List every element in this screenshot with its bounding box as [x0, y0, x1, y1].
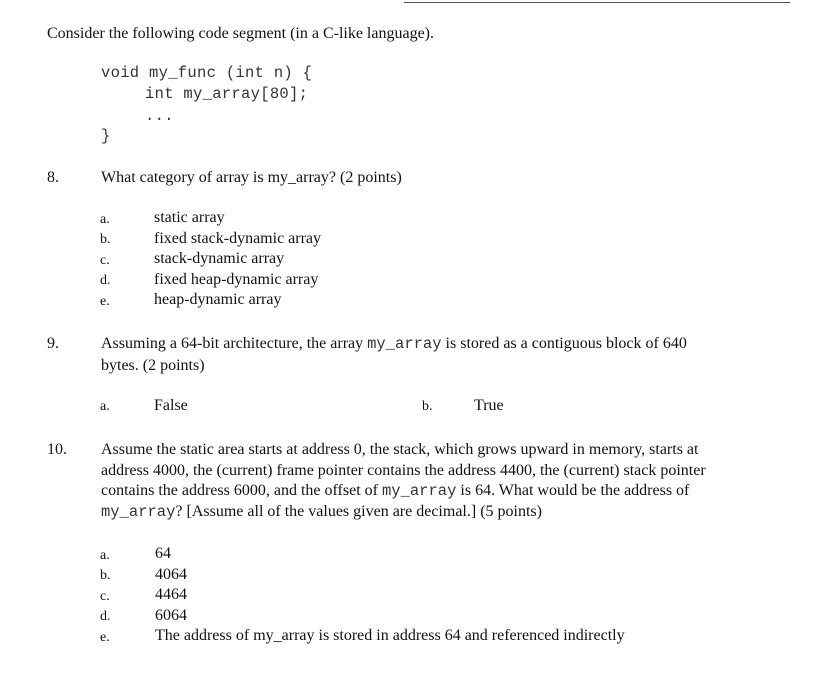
q8-option-c-text: stack-dynamic array [154, 250, 285, 267]
q10-line-4-after: ? [Assume all of the values given are decimal.] (5 points) [175, 503, 542, 520]
q10-option-a-text: 64 [155, 545, 171, 562]
code-line-2: int my_array[80]; [145, 85, 309, 103]
q10-number: 10. [47, 441, 67, 458]
q8-option-e-text: heap-dynamic array [154, 291, 282, 308]
q9-code-term: my_array [367, 335, 442, 353]
code-line-1: void my_func (int n) { [101, 64, 313, 82]
q9-line-1 [101, 333, 687, 355]
q10-option-d-letter: d. [100, 609, 111, 624]
q9-number: 9. [47, 335, 59, 352]
q8-option-b-text: fixed stack-dynamic array [154, 230, 322, 247]
q9-line-2: bytes. (2 points) [101, 357, 205, 374]
q10-option-a-letter: a. [100, 548, 110, 563]
q10-option-e-text: The address of my_array is stored in address 64 and referenced indirectly [155, 627, 625, 644]
q10-line-3-after: is 64. What would be the address of [456, 482, 690, 499]
q8-option-e-letter: e. [100, 294, 110, 309]
q10-option-d-text: 6064 [155, 607, 187, 624]
intro-text: Consider the following code segment (in a C-like language). [47, 25, 435, 42]
q10-line-3 [101, 480, 689, 502]
q9-option-b-text: True [474, 397, 504, 414]
q10-option-c-letter: c. [100, 589, 110, 604]
q9-option-a-text: False [154, 397, 188, 414]
q9-option-a-letter: a. [100, 399, 110, 414]
q10-line-2: address 4000, the (current) frame pointer contains the address 4400, the (current) stack pointer [101, 462, 706, 479]
code-line-3: ... [145, 107, 174, 125]
q10-option-b-letter: b. [100, 568, 111, 583]
q8-option-a-text: static array [154, 209, 225, 226]
q8-number: 8. [47, 169, 59, 186]
q8-option-a-letter: a. [100, 212, 110, 227]
q10-line-3-code: my_array [381, 482, 457, 500]
code-line-4: } [101, 127, 111, 145]
q8-text: What category of array is my_array? (2 points) [101, 169, 402, 186]
top-rule [404, 2, 790, 3]
q9-option-b-letter: b. [422, 399, 433, 414]
q8-option-d-letter: d. [100, 273, 111, 288]
q10-option-c-text: 4464 [155, 586, 187, 603]
q9-text-after: is stored as a contiguous block of 640 [441, 335, 687, 352]
q10-line-3-before: contains the address 6000, and the offset of [101, 482, 382, 499]
q10-option-e-letter: e. [100, 630, 110, 645]
q9-text-before: Assuming a 64-bit architecture, the array [101, 335, 368, 352]
q10-option-b-text: 4064 [155, 566, 187, 583]
q8-option-b-letter: b. [100, 232, 111, 247]
q10-line-1: Assume the static area starts at address 0, the stack, which grows upward in memory, starts at [101, 441, 699, 458]
q8-option-d-text: fixed heap-dynamic array [154, 271, 319, 288]
q8-option-c-letter: c. [100, 253, 110, 268]
q10-line-4-code: my_array [101, 503, 176, 521]
q10-line-4 [101, 501, 542, 523]
